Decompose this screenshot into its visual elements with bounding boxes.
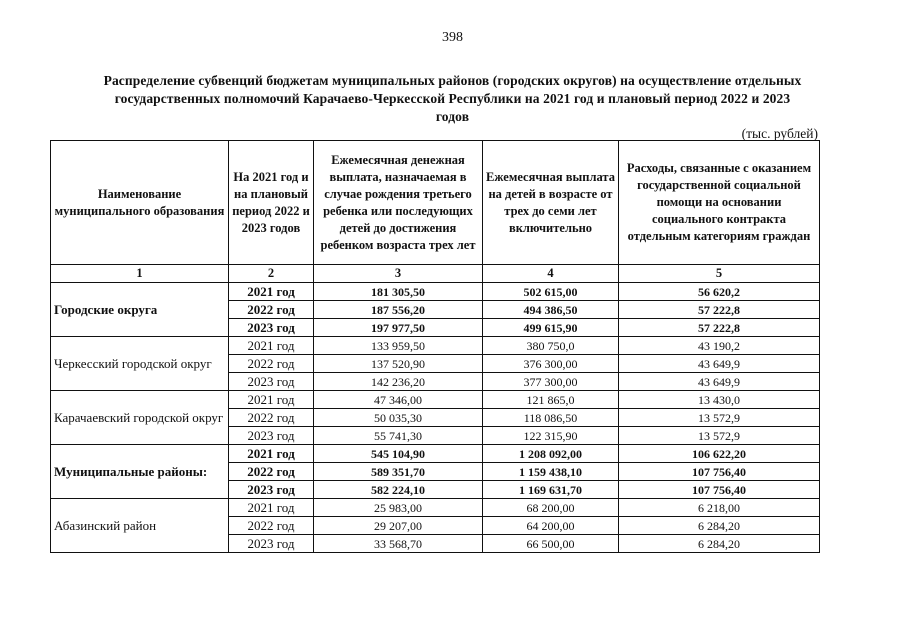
value-col3: 50 035,30 — [314, 409, 483, 427]
value-col3: 137 520,90 — [314, 355, 483, 373]
municipality-name: Карачаевский городской округ — [51, 391, 229, 445]
page-number: 398 — [442, 30, 463, 45]
column-number: 2 — [229, 265, 314, 283]
header-name: Наименование муниципального образования — [51, 141, 229, 265]
value-col5: 57 222,8 — [619, 319, 820, 337]
year-cell: 2023 год — [229, 319, 314, 337]
column-number: 4 — [483, 265, 619, 283]
year-cell: 2023 год — [229, 481, 314, 499]
year-cell: 2023 год — [229, 373, 314, 391]
year-cell: 2022 год — [229, 517, 314, 535]
value-col4: 66 500,00 — [483, 535, 619, 553]
value-col3: 197 977,50 — [314, 319, 483, 337]
value-col5: 13 430,0 — [619, 391, 820, 409]
value-col3: 47 346,00 — [314, 391, 483, 409]
value-col5: 56 620,2 — [619, 283, 820, 301]
header-col3: Ежемесячная денежная выплата, назначаемая в случае рождения третьего ребенка или последующих детей до достижения ребенком возраста трех лет — [314, 141, 483, 265]
year-cell: 2023 год — [229, 427, 314, 445]
value-col5: 43 649,9 — [619, 373, 820, 391]
table-row — [51, 391, 820, 409]
year-cell: 2022 год — [229, 301, 314, 319]
value-col4: 121 865,0 — [483, 391, 619, 409]
value-col4: 122 315,90 — [483, 427, 619, 445]
table-row — [51, 499, 820, 517]
value-col5: 13 572,9 — [619, 409, 820, 427]
value-col4: 1 169 631,70 — [483, 481, 619, 499]
value-col3: 181 305,50 — [314, 283, 483, 301]
year-cell: 2022 год — [229, 463, 314, 481]
value-col5: 6 218,00 — [619, 499, 820, 517]
value-col3: 545 104,90 — [314, 445, 483, 463]
header-col5: Расходы, связанные с оказанием государственной социальной помощи на основании социального контракта отдельным категориям граждан — [619, 141, 820, 265]
subvention-table — [50, 140, 820, 553]
value-col3: 133 959,50 — [314, 337, 483, 355]
document-title — [40, 72, 865, 126]
year-cell: 2023 год — [229, 535, 314, 553]
units-label: (тыс. рублей) — [741, 126, 818, 141]
municipality-name: Черкесский городской округ — [51, 337, 229, 391]
value-col3: 25 983,00 — [314, 499, 483, 517]
value-col3: 187 556,20 — [314, 301, 483, 319]
table-row — [51, 283, 820, 301]
value-col3: 29 207,00 — [314, 517, 483, 535]
value-col4: 502 615,00 — [483, 283, 619, 301]
value-col4: 68 200,00 — [483, 499, 619, 517]
value-col4: 380 750,0 — [483, 337, 619, 355]
column-number: 5 — [619, 265, 820, 283]
header-col4: Ежемесячная выплата на детей в возрасте от трех до семи лет включительно — [483, 141, 619, 265]
value-col4: 64 200,00 — [483, 517, 619, 535]
value-col5: 43 649,9 — [619, 355, 820, 373]
municipality-name: Муниципальные районы: — [51, 445, 229, 499]
year-cell: 2021 год — [229, 283, 314, 301]
value-col4: 376 300,00 — [483, 355, 619, 373]
column-number-row — [51, 265, 820, 283]
year-cell: 2022 год — [229, 355, 314, 373]
municipality-name: Абазинский район — [51, 499, 229, 553]
title-line: годов — [435, 109, 470, 124]
value-col3: 582 224,10 — [314, 481, 483, 499]
value-col5: 107 756,40 — [619, 463, 820, 481]
value-col3: 55 741,30 — [314, 427, 483, 445]
year-cell: 2022 год — [229, 409, 314, 427]
table-row — [51, 337, 820, 355]
value-col4: 494 386,50 — [483, 301, 619, 319]
value-col5: 43 190,2 — [619, 337, 820, 355]
value-col4: 1 208 092,00 — [483, 445, 619, 463]
value-col5: 107 756,40 — [619, 481, 820, 499]
value-col4: 118 086,50 — [483, 409, 619, 427]
year-cell: 2021 год — [229, 391, 314, 409]
year-cell: 2021 год — [229, 445, 314, 463]
value-col5: 6 284,20 — [619, 517, 820, 535]
municipality-name: Городские округа — [51, 283, 229, 337]
year-cell: 2021 год — [229, 337, 314, 355]
value-col4: 377 300,00 — [483, 373, 619, 391]
header-row — [51, 141, 820, 265]
column-number: 3 — [314, 265, 483, 283]
title-line: Распределение субвенций бюджетам муниципальных районов (городских округов) на осуществление отдельных — [103, 73, 802, 88]
header-period: На 2021 год и на плановый период 2022 и 2023 годов — [229, 141, 314, 265]
value-col5: 6 284,20 — [619, 535, 820, 553]
table-row — [51, 445, 820, 463]
value-col4: 1 159 438,10 — [483, 463, 619, 481]
value-col3: 589 351,70 — [314, 463, 483, 481]
value-col5: 13 572,9 — [619, 427, 820, 445]
value-col5: 57 222,8 — [619, 301, 820, 319]
value-col3: 33 568,70 — [314, 535, 483, 553]
table-body — [51, 265, 820, 553]
value-col5: 106 622,20 — [619, 445, 820, 463]
value-col3: 142 236,20 — [314, 373, 483, 391]
year-cell: 2021 год — [229, 499, 314, 517]
column-number: 1 — [51, 265, 229, 283]
title-line: государственных полномочий Карачаево-Черкесской Республики на 2021 год и плановый период 2022 и 2023 — [114, 91, 791, 106]
value-col4: 499 615,90 — [483, 319, 619, 337]
